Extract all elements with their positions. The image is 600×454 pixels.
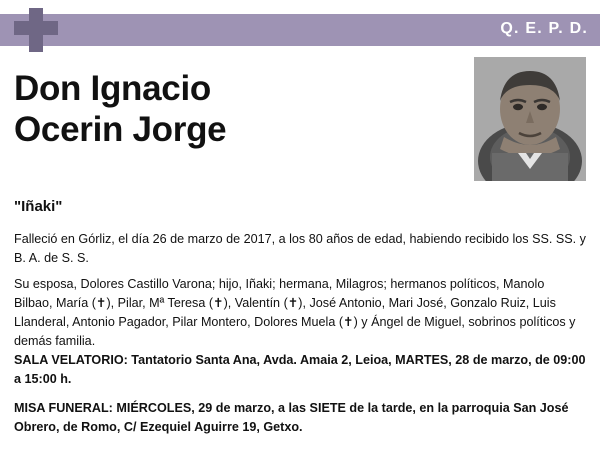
qepd-label: Q. E. P. D. (500, 20, 588, 37)
portrait-image (474, 57, 586, 181)
deceased-name (14, 68, 454, 151)
portrait-photo (474, 57, 586, 181)
deceased-name-line-1: Don Ignacio (14, 69, 211, 108)
nickname-label: "Iñaki" (14, 198, 63, 215)
wake-details-text: SALA VELATORIO: Tantatorio Santa Ana, Avda. Amaia 2, Leioa, MARTES, 28 de marzo, de 09:00 a 15:00 h. (14, 353, 586, 387)
family-list-text: Su esposa, Dolores Castillo Varona; hijo, Iñaki; hermana, Milagros; hermanos políticos, Manolo Bilbao, María (✝), Pilar, Mª Teresa (✝), Valentín (✝), José Antonio, Mari José, Gonzalo Ruiz, Luis Llanderal, Antonio Pagador, Pilar Montero, Dolores Muela (✝) y Ángel de Miguel, sobrinos políticos y demás familia. (14, 277, 576, 349)
cross-horizontal-bar (14, 21, 58, 35)
deceased-name-line-2: Ocerin Jorge (14, 110, 227, 150)
funeral-mass-text: MISA FUNERAL: MIÉRCOLES, 29 de marzo, a las SIETE de la tarde, en la parroquia San José Obrero, de Romo, C/ Ezequiel Aguirre 19, Getxo. (14, 401, 569, 435)
death-details-text: Falleció en Górliz, el día 26 de marzo de 2017, a los 80 años de edad, habiendo recibido los SS. SS. y B. A. de S. S. (14, 232, 586, 266)
cross-icon (14, 8, 58, 52)
